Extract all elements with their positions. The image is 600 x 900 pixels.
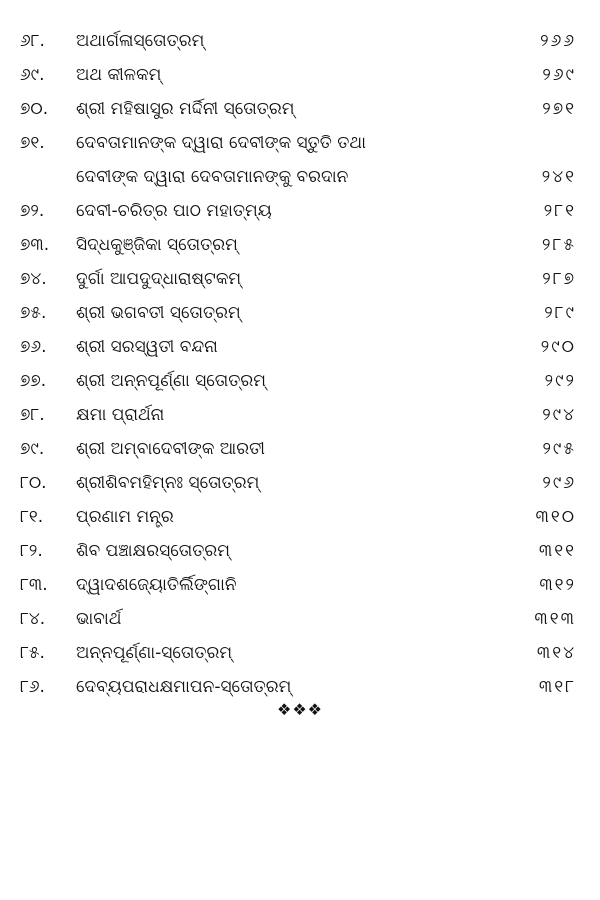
toc-entry-title [76, 126, 506, 194]
toc-entry-title-line: ଶ୍ରୀ ମହିଷାସୁର ମର୍ଦ୍ଦିନୀ ସ୍ତୋତ୍ରମ୍ [76, 99, 295, 119]
toc-entry-title [76, 398, 506, 432]
toc-entry-number: ୮୪. [20, 609, 46, 629]
toc-entry-page-number: ୨୮୭ [542, 269, 576, 289]
toc-entry [20, 58, 576, 92]
toc-entry-number: ୮୦. [20, 473, 47, 493]
toc-entry-title [76, 364, 506, 398]
toc-entry-title [76, 262, 506, 296]
toc-entry-number: ୭୬. [20, 337, 47, 357]
toc-entry-number: ୭୮. [20, 405, 45, 425]
toc-entry-title [76, 24, 506, 58]
toc-entry-number: ୮୬. [20, 677, 45, 697]
toc-entry [20, 364, 576, 398]
toc-entry-title [76, 500, 506, 534]
toc-entry-page-number: ୨୯୬ [542, 473, 576, 493]
toc-entry [20, 602, 576, 636]
toc-entry [20, 398, 576, 432]
toc-entry-number: ୮୧. [20, 507, 44, 527]
toc-entry-title [76, 58, 506, 92]
toc-entry-title-line: ଶ୍ରୀ ଭଗବତୀ ସ୍ତୋତ୍ରମ୍ [76, 303, 241, 323]
toc-entry-number: ୭୨. [20, 201, 45, 221]
end-ornament: ❖❖❖ [276, 700, 324, 719]
toc-entry-title [76, 568, 506, 602]
toc-entry-title-line: ଶ୍ରୀ ସରସ୍ୱତୀ ବନ୍ଦନା [76, 337, 218, 357]
toc-entry-title [76, 602, 506, 636]
toc-entry-title-line: ସିଦ୍ଧକୁଞ୍ଜିକା ସ୍ତୋତ୍ରମ୍ [76, 235, 238, 255]
toc-entry-title [76, 330, 506, 364]
toc-entry-title-line: ଦେବତାମାନଙ୍କ ଦ୍ୱାରା ଦେବୀଙ୍କ ସ୍ତୁତି ତଥା [76, 133, 366, 153]
toc-entry-number: ୬୮. [20, 31, 45, 51]
toc-entry-title-line: ଶ୍ରୀ ଅମ୍ବାଦେବୀଙ୍କ ଆରତୀ [76, 439, 265, 459]
toc-entry-page-number: ୨୯୪ [542, 405, 576, 425]
toc-entry-title-line: ଶ୍ରୀଶିବମହିମ୍ନଃ ସ୍ତୋତ୍ରମ୍ [76, 473, 260, 493]
toc-entry-title-line: ଭାବାର୍ଥ [76, 609, 122, 629]
toc-entry-title-line: ଦ୍ୱାଦଶଜ୍ୟୋତିର୍ଲିଙ୍ଗାନି [76, 575, 237, 595]
toc-entry [20, 296, 576, 330]
toc-entry [20, 92, 576, 126]
toc-entry [20, 228, 576, 262]
toc-entry [20, 670, 576, 704]
toc-entry-number: ୬୯. [20, 65, 45, 85]
toc-entry-page-number: ୨୭୧ [542, 99, 576, 119]
toc-entry-page-number: ୨୮୯ [544, 303, 576, 323]
toc-entry-number: ୭୪. [20, 269, 47, 289]
toc-entry-number: ୭୯. [20, 439, 45, 459]
toc-entry-number: ୮୨. [20, 541, 43, 561]
toc-entry [20, 262, 576, 296]
toc-entry [20, 24, 576, 58]
toc-entry-page-number: ୨୯୫ [542, 439, 576, 459]
toc-entry-number: ୮୩. [20, 575, 48, 595]
toc-entry [20, 466, 576, 500]
toc-entry-title-line: ଦେବ୍ୟପରାଧକ୍ଷମାପନ-ସ୍ତୋତ୍ରମ୍ [76, 677, 292, 697]
toc-entry [20, 432, 576, 466]
toc-entry-title-line: ଅଥାର୍ଗଳାସ୍ତୋତ୍ରମ୍ [76, 31, 205, 51]
toc-entry-number: ୭୫. [20, 303, 47, 323]
toc-entry-title-line: ଅନ୍ନପୂର୍ଣ୍ଣା-ସ୍ତୋତ୍ରମ୍ [76, 643, 233, 663]
toc-entry [20, 534, 576, 568]
toc-entry-number: ୭୦. [20, 99, 49, 119]
toc-entry-page-number: ୩୧୨ [539, 575, 576, 595]
toc-entry-number: ୭୩. [20, 235, 50, 255]
toc-entry-number: ୮୫. [20, 643, 45, 663]
toc-entry-title [76, 636, 506, 670]
toc-entry [20, 500, 576, 534]
table-of-contents [20, 24, 576, 704]
toc-entry-title [76, 466, 506, 500]
toc-entry-page-number: ୩୧୩ [534, 609, 576, 629]
toc-entry-title [76, 194, 506, 228]
toc-entry-title [76, 228, 506, 262]
toc-entry-title [76, 432, 506, 466]
toc-entry-title [76, 534, 506, 568]
toc-entry-title-line: ଦେବୀ-ଚରିତ୍ର ପାଠ ମହାତ୍ମ୍ୟ [76, 201, 272, 221]
toc-entry [20, 636, 576, 670]
toc-entry-page-number: ୨୬୬ [540, 31, 576, 51]
toc-entry-page-number: ୨୮୧ [543, 201, 576, 221]
toc-entry-title-line: ଅଥ କୀଳକମ୍ [76, 65, 162, 85]
toc-entry-page-number: ୩୧୦ [535, 507, 576, 527]
toc-entry-title-line: ଦୁର୍ଗା ଆପଦୁଦ୍ଧାରାଷ୍ଟକମ୍ [76, 269, 242, 289]
toc-entry-page-number: ୨୮୫ [542, 235, 576, 255]
toc-entry-page-number: ୨୬୯ [542, 65, 576, 85]
toc-entry-number: ୭୧. [20, 133, 45, 153]
toc-entry-page-number: ୩୧୧ [538, 541, 576, 561]
toc-entry-number: ୭୭. [20, 371, 47, 391]
toc-entry-page-number: ୨୪୧ [541, 167, 576, 187]
toc-entry-title-line: ଦେବୀଙ୍କ ଦ୍ୱାରା ଦେବତାମାନଙ୍କୁ ବରଦାନ [76, 167, 349, 187]
toc-entry-title-line: କ୍ଷମା ପ୍ରାର୍ଥନା [76, 405, 165, 425]
toc-entry-page-number: ୩୧୮ [538, 677, 576, 697]
toc-entry-title [76, 296, 506, 330]
toc-entry [20, 568, 576, 602]
toc-entry [20, 194, 576, 228]
toc-entry [20, 330, 576, 364]
toc-entry-page-number: ୨୯୦ [540, 337, 576, 357]
toc-entry-title-line: ପ୍ରଣାମ ମନ୍ତ୍ର [76, 507, 174, 527]
toc-entry-page-number: ୩୧୪ [536, 643, 576, 663]
toc-entry-title-line: ଶ୍ରୀ ଅନ୍ନପୂର୍ଣ୍ଣା ସ୍ତୋତ୍ରମ୍ [76, 371, 267, 391]
toc-entry-title-line: ଶିବ ପଞ୍ଚାକ୍ଷରସ୍ତୋତ୍ରମ୍ [76, 541, 230, 561]
toc-entry-page-number: ୨୯୨ [544, 371, 576, 391]
toc-entry-title [76, 670, 506, 704]
toc-entry [20, 126, 576, 194]
toc-entry-title [76, 92, 506, 126]
